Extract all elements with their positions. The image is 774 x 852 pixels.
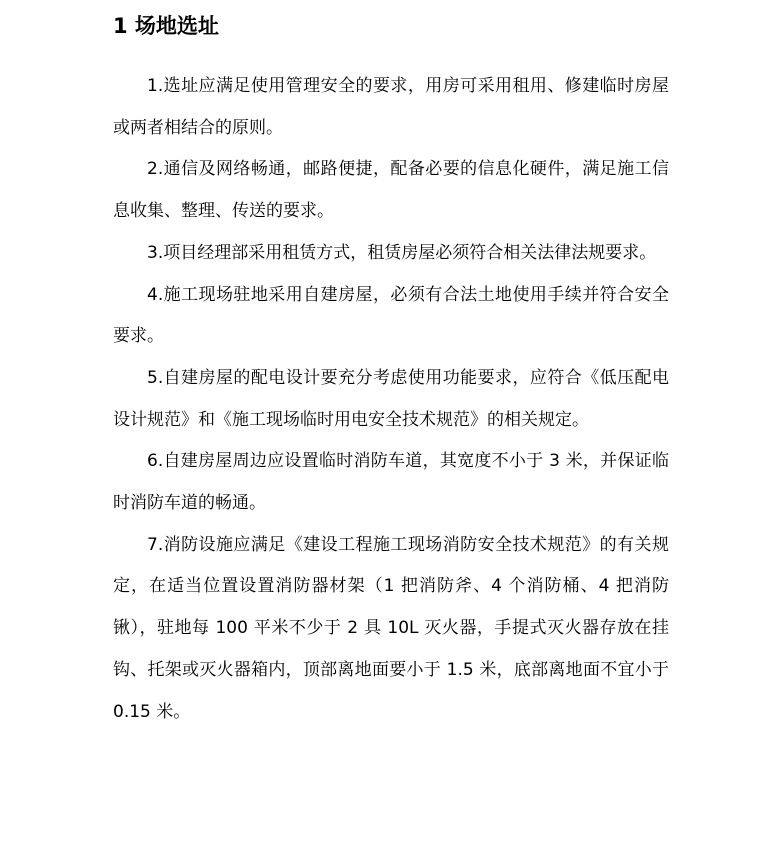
paragraph-2: 2.通信及网络畅通，邮路便捷，配备必要的信息化硬件，满足施工信息收集、整理、传送的要求。 [113,159,669,222]
paragraph-4: 4.施工现场驻地采用自建房屋，必须有合法土地使用手续并符合安全要求。 [113,284,669,347]
paragraph-1: 1.选址应满足使用管理安全的要求，用房可采用租用、修建临时房屋或两者相结合的原则。 [113,76,669,138]
paragraph-3: 3.项目经理部采用租赁方式，租赁房屋必须符合相关法律法规要求。 [147,242,657,263]
paragraph-5: 5.自建房屋的配电设计要充分考虑使用功能要求，应符合《低压配电设计规范》和《施工现场临时用电安全技术规范》的相关规定。 [113,367,669,430]
paragraph-7: 7.消防设施应满足《建设工程施工现场消防安全技术规范》的有关规定，在适当位置设置消防器材架（1 把消防斧、4 个消防桶、4 把消防锹），驻地每 100 平米不少于 2 具 10L 灭火器，手提式灭火器存放在挂钩、托架或灭火器箱内，顶部离地面要小于 1.5 米，底部离地面不宜小于 0.15 米。 [113,534,669,722]
paragraph-6: 6.自建房屋周边应设置临时消防车道，其宽度不小于 3 米，并保证临时消防车道的畅通。 [113,451,669,514]
section-body [113,66,669,733]
section-title: 1 场地选址 [113,14,219,38]
